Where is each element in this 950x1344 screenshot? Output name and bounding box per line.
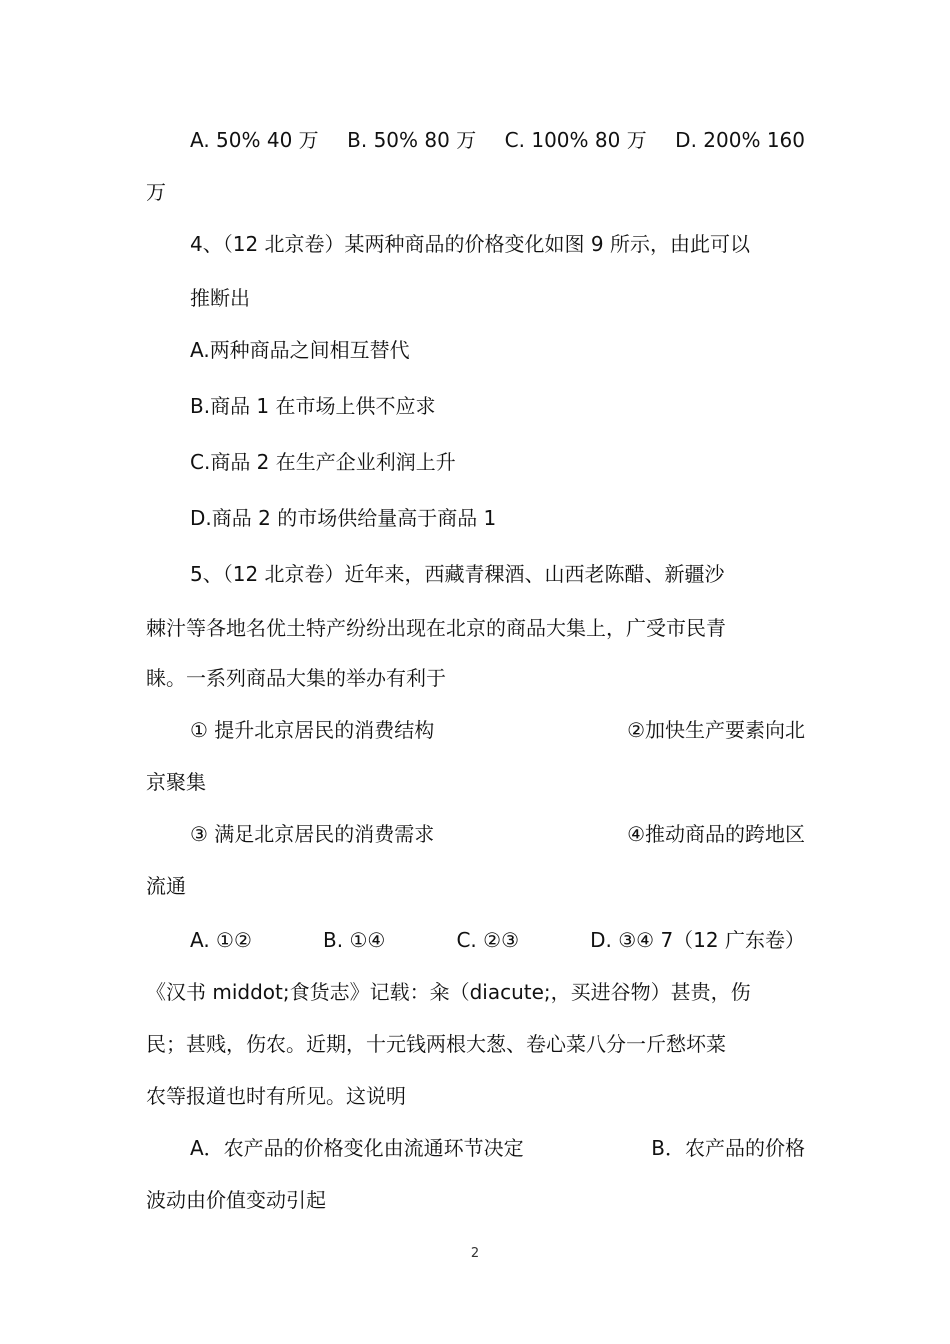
q5-options-row2: [190, 820, 805, 848]
q4-stem: 4、（12 北京卷）某两种商品的价格变化如图 9 所示，由此可以: [190, 232, 750, 256]
q4-option-b: B.商品 1 在市场上供不应求: [190, 394, 436, 418]
q4-option-c: C.商品 2 在生产企业利润上升: [190, 450, 456, 474]
q5-options-row1: [190, 716, 805, 744]
q3-option-a: A. 50% 40 万: [190, 128, 319, 152]
q5-stem-line3: 睐。一系列商品大集的举办有利于: [146, 666, 446, 690]
q7-stem-line2: 民；甚贱，伤农。近期，十元钱两根大葱、卷心菜八分一斤愁坏菜: [146, 1032, 726, 1056]
q5-stem-line2: 棘汁等各地名优土特产纷纷出现在北京的商品大集上，广受市民青: [146, 616, 726, 640]
q3-option-c: C. 100% 80 万: [504, 128, 647, 152]
q5-option-2: ②加快生产要素向北: [627, 718, 805, 742]
q7-options-row: [190, 1134, 805, 1162]
q5-option-1: ① 提升北京居民的消费结构: [190, 718, 435, 742]
q3-option-d: D. 200% 160: [675, 128, 805, 152]
q7-stem-line3: 农等报道也时有所见。这说明: [146, 1084, 406, 1108]
q5-option-4: ④推动商品的跨地区: [627, 822, 805, 846]
q7-option-a: A．农产品的价格变化由流通环节决定: [190, 1136, 524, 1160]
q5-answer-c: C. ②③: [456, 928, 519, 952]
q7-stem-line1: 《汉书 middot;食货志》记载：籴（diacute;，买进谷物）甚贵，伤: [146, 980, 751, 1004]
q5-answer-d: D. ③④ 7（12 广东卷）: [590, 928, 805, 952]
q7-option-b-wrap: 波动由价值变动引起: [146, 1188, 326, 1212]
q4-stem-cont: 推断出: [190, 286, 250, 310]
q5-option-3: ③ 满足北京居民的消费需求: [190, 822, 435, 846]
q3-options-row: [190, 126, 805, 154]
q5-option-4-wrap: 流通: [146, 874, 186, 898]
q5-stem-line1: 5、（12 北京卷）近年来，西藏青稞酒、山西老陈醋、新疆沙: [190, 562, 725, 586]
q7-option-b: B．农产品的价格: [651, 1136, 805, 1160]
q3-option-b: B. 50% 80 万: [347, 128, 477, 152]
q4-option-d: D.商品 2 的市场供给量高于商品 1: [190, 506, 497, 530]
q5-answers-row: [190, 926, 805, 954]
q5-answer-a: A. ①②: [190, 928, 252, 952]
q3-option-d-wrap: 万: [146, 180, 166, 204]
page-number: 2: [470, 1246, 480, 1261]
q4-option-a: A.两种商品之间相互替代: [190, 338, 410, 362]
q5-option-2-wrap: 京聚集: [146, 770, 206, 794]
q5-answer-b: B. ①④: [323, 928, 386, 952]
